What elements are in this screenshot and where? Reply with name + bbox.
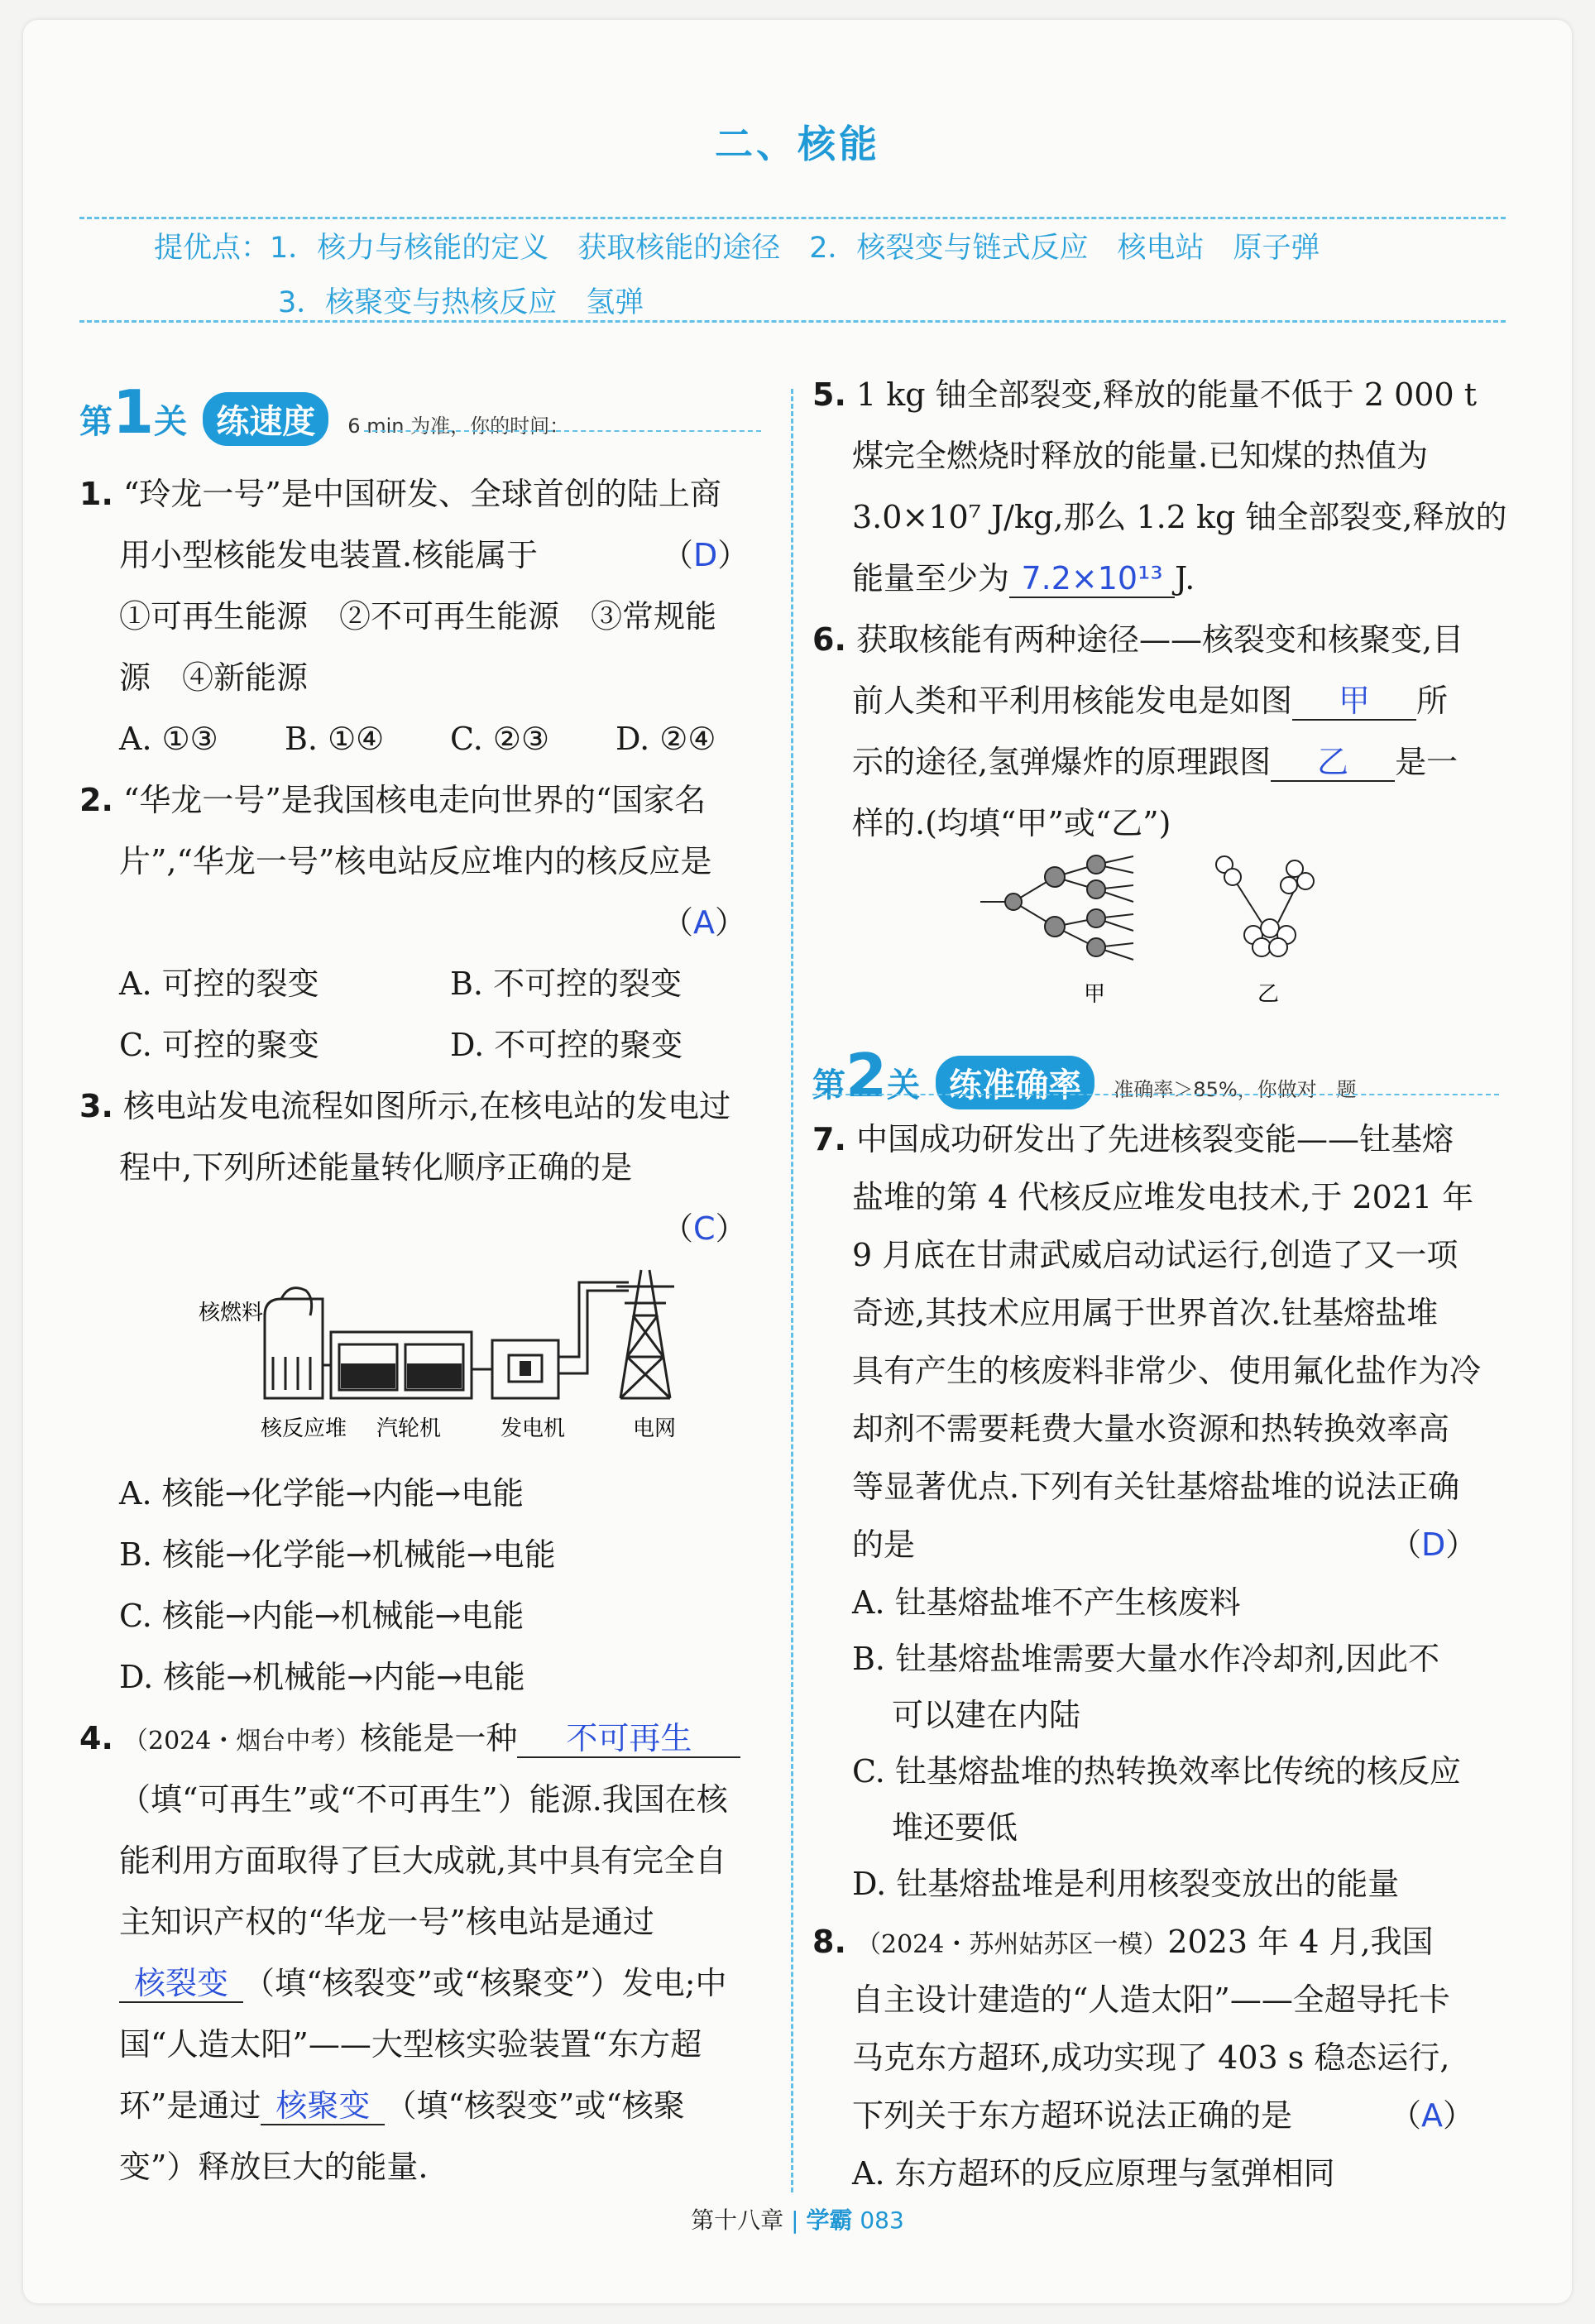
q8-source: （2024・苏州姑苏区一模） — [855, 1930, 1168, 1959]
q8-answer — [1390, 2085, 1474, 2146]
section-1-underline — [364, 430, 761, 432]
q4-line-8: 变”）释放巨大的能量. — [119, 2149, 429, 2185]
section-2-suffix: 关 — [887, 1066, 921, 1104]
q8-option-a: A. 东方超环的反应原理与氢弹相同 — [852, 2155, 1335, 2192]
q4-stem-1: 核能是一种 — [360, 1720, 518, 1756]
q7-line-2: 盐堆的第 4 代核反应堆发电技术,于 2021 年 — [852, 1179, 1474, 1215]
q6-blank-1: 甲 — [1292, 683, 1416, 721]
q4-line-5 — [119, 1953, 727, 2014]
q8-paren-close: ） — [1443, 2097, 1475, 2134]
q6-stem-3b: 是一 — [1395, 744, 1458, 780]
q7-line-7: 等显著优点.下列有关钍基熔盐堆的说法正确 — [852, 1469, 1460, 1505]
q5-stem-4b: J. — [1175, 560, 1195, 597]
q2-answer-value: A — [693, 904, 716, 941]
q5-line-2: 煤完全燃烧时释放的能量.已知煤的热值为 — [852, 438, 1429, 474]
q3-line-1 — [79, 1076, 730, 1137]
q8-line-4: 下列关于东方超环说法正确的是 — [852, 2097, 1293, 2134]
q7-answer-value: D — [1421, 1526, 1446, 1563]
q1-answer — [662, 525, 749, 586]
q2-number: 2. — [79, 782, 113, 818]
q6-number: 6. — [812, 621, 846, 658]
q7-line-5: 具有产生的核废料非常少、使用氟化盐作为冷 — [852, 1353, 1482, 1389]
q7-answer — [1390, 1514, 1477, 1575]
q4-line-6: 国“人造太阳”——大型核实验装置“东方超 — [119, 2026, 702, 2063]
section-2-header — [812, 1041, 1499, 1110]
q2-paren-open: （ — [662, 904, 694, 941]
q4-number: 4. — [79, 1720, 113, 1756]
q7-option-a: A. 钍基熔盐堆不产生核废料 — [852, 1584, 1241, 1621]
q1-line-4: 源 ④新能源 — [119, 659, 309, 696]
footer-separator: | — [791, 2207, 799, 2234]
q1-option-d: D. ②④ — [615, 721, 716, 757]
q5-stem-1: 1 kg 铀全部裂变,释放的能量不低于 2 000 t — [855, 376, 1477, 413]
q3-option-a: A. 核能→化学能→内能→电能 — [119, 1475, 524, 1512]
q1-line-3: ①可再生能源 ②不可再生能源 ③常规能 — [119, 598, 717, 635]
q4-line-1 — [79, 1708, 740, 1772]
page-footer — [0, 2202, 1595, 2235]
q2-line-2: 片”,“华龙一号”核电站反应堆内的核反应是 — [119, 843, 712, 879]
section-1-header — [79, 377, 766, 447]
q5-line-1 — [812, 364, 1477, 425]
q8-paren-open: （ — [1390, 2097, 1422, 2134]
q5-stem-4: 能量至少为 — [852, 560, 1010, 597]
fig-label-jia: 甲 — [1084, 982, 1106, 1007]
q8-line-1 — [812, 1911, 1434, 1976]
q7-option-b-2: 可以建在内陆 — [892, 1697, 1081, 1733]
q6-stem-2: 前人类和平利用核能发电是如图 — [852, 683, 1293, 719]
q1-stem-2: 用小型核能发电装置.核能属于 — [119, 537, 539, 573]
q4-blank-2: 核裂变 — [119, 1965, 243, 2003]
q7-line-1 — [812, 1109, 1454, 1170]
q4-line-2: （填“可再生”或“不可再生”）能源.我国在核 — [119, 1781, 728, 1818]
q6-stem-3: 示的途径,氢弹爆炸的原理跟图 — [852, 744, 1272, 780]
q7-stem-1: 中国成功研发出了先进核裂变能——钍基熔 — [855, 1121, 1454, 1157]
label-fuel: 核燃料 — [199, 1301, 264, 1325]
q8-stem-1: 2023 年 4 月,我国 — [1167, 1924, 1434, 1960]
section-2-number: 2 — [845, 1041, 888, 1110]
q6-fission-fusion-diagram — [976, 852, 1406, 1018]
q3-paren-open: （ — [662, 1210, 694, 1247]
q1-option-c: C. ②③ — [450, 721, 550, 757]
q3-option-b: B. 核能→化学能→机械能→电能 — [119, 1536, 556, 1573]
q4-line-3: 能利用方面取得了巨大成就,其中具有完全自 — [119, 1842, 727, 1879]
fig-label-yi: 乙 — [1257, 982, 1280, 1007]
q3-option-d: D. 核能→机械能→内能→电能 — [119, 1659, 525, 1695]
q7-option-d: D. 钍基熔盐堆是利用核裂变放出的能量 — [852, 1866, 1400, 1902]
q1-option-a: A. ①③ — [119, 721, 218, 757]
page-title: 二、核能 — [715, 122, 880, 166]
q6-line-3 — [852, 731, 1458, 793]
q7-paren-open: （ — [1390, 1526, 1422, 1563]
q2-option-d: D. 不可控的聚变 — [450, 1027, 683, 1063]
q8-line-2: 自主设计建造的“人造太阳”——全超导托卡 — [852, 1981, 1450, 2018]
q2-option-b: B. 不可控的裂变 — [450, 966, 683, 1002]
section-2-prefix: 第 — [812, 1066, 845, 1104]
section-1-note: 6 min 为准，你的时间： — [347, 414, 570, 438]
grid-tower — [616, 1270, 674, 1398]
q3-paren-close: ） — [715, 1210, 747, 1247]
tips-line-2: 3．核聚变与热核反应 氢弹 — [278, 286, 644, 319]
q6-blank-2: 乙 — [1271, 744, 1395, 782]
footer-chapter: 第十八章 — [691, 2207, 784, 2234]
section-2-badge: 练准确率 — [936, 1056, 1094, 1109]
q3-answer — [662, 1198, 747, 1259]
label-grid: 电网 — [633, 1416, 677, 1441]
q4-blank-1: 不可再生 — [517, 1720, 740, 1758]
q4-line-4: 主知识产权的“华龙一号”核电站是通过 — [119, 1904, 654, 1940]
q4-line-7 — [119, 2075, 685, 2136]
section-1-suffix: 关 — [154, 403, 188, 441]
q7-line-6: 却剂不需要耗费大量水资源和热转换效率高 — [852, 1411, 1450, 1447]
q1-paren-close: ） — [717, 537, 750, 573]
section-1-badge: 练速度 — [203, 392, 328, 446]
q7-option-c-2: 堆还要低 — [892, 1809, 1018, 1846]
q5-blank: 7.2×10¹³ — [1009, 560, 1175, 598]
q4-stem-5: （填“核裂变”或“核聚变”）发电;中 — [243, 1965, 727, 2001]
footer-brand: 学霸 — [806, 2207, 853, 2234]
q1-paren-open: （ — [662, 537, 694, 573]
section-1-number: 1 — [113, 377, 155, 447]
column-divider — [791, 389, 793, 2192]
q1-number: 1. — [79, 476, 113, 512]
q2-paren-close: ） — [715, 904, 747, 941]
q3-power-plant-diagram — [190, 1266, 703, 1456]
label-generator: 发电机 — [501, 1416, 566, 1441]
q8-line-3: 马克东方超环,成功实现了 403 s 稳态运行, — [852, 2039, 1450, 2076]
section-1-prefix: 第 — [79, 403, 113, 441]
q1-option-b: B. ①④ — [285, 721, 385, 757]
q7-option-c-1: C. 钍基熔盐堆的热转换效率比传统的核反应 — [852, 1753, 1461, 1790]
q4-source: （2024・烟台中考） — [122, 1727, 361, 1756]
section-2-underline — [812, 1094, 1499, 1095]
q8-answer-value: A — [1421, 2097, 1444, 2134]
q3-number: 3. — [79, 1088, 113, 1124]
q3-line-2: 程中,下列所述能量转化顺序正确的是 — [119, 1149, 633, 1186]
q7-paren-close: ） — [1445, 1526, 1478, 1563]
q5-number: 5. — [812, 376, 846, 413]
q6-line-4: 样的.(均填“甲”或“乙”) — [852, 805, 1171, 841]
reactor-top — [281, 1288, 312, 1315]
q6-stem-1: 获取核能有两种途径——核裂变和核聚变,目 — [855, 621, 1464, 658]
q7-option-b-1: B. 钍基熔盐堆需要大量水作冷却剂,因此不 — [852, 1641, 1440, 1677]
q3-answer-value: C — [693, 1210, 716, 1247]
q2-stem-1: “华龙一号”是我国核电走向世界的“国家名 — [122, 782, 706, 818]
q4-blank-3: 核聚变 — [261, 2087, 385, 2125]
q7-line-3: 9 月底在甘肃武威启动试运行,创造了又一项 — [852, 1237, 1458, 1273]
q1-line-1 — [79, 463, 721, 525]
q3-stem-1: 核电站发电流程如图所示,在核电站的发电过 — [122, 1088, 731, 1124]
q2-answer — [662, 892, 746, 953]
q1-line-2 — [119, 525, 538, 586]
q8-number: 8. — [812, 1924, 846, 1960]
q6-line-2 — [852, 670, 1448, 731]
q4-stem-7b: （填“核裂变”或“核聚 — [385, 2087, 685, 2124]
section-2-note: 准确率＞85%，你做对 题 — [1114, 1078, 1357, 1101]
q5-line-3: 3.0×10⁷ J/kg,那么 1.2 kg 铀全部裂变,释放的 — [852, 499, 1507, 535]
tips-line-1: 提优点：1．核力与核能的定义 获取核能的途径 2．核裂变与链式反应 核电站 原子弹 — [154, 232, 1320, 265]
q2-option-c: C. 可控的聚变 — [119, 1027, 319, 1063]
q7-line-8: 的是 — [852, 1526, 916, 1563]
q3-option-c: C. 核能→内能→机械能→电能 — [119, 1598, 524, 1634]
q4-stem-7: 环”是通过 — [119, 2087, 261, 2124]
q7-line-4: 奇迹,其技术应用属于世界首次.钍基熔盐堆 — [852, 1295, 1439, 1331]
q6-line-1 — [812, 609, 1463, 670]
q1-stem-1: “玲龙一号”是中国研发、全球首创的陆上商 — [122, 476, 721, 512]
q6-stem-2b: 所 — [1416, 683, 1449, 719]
footer-page-number: 083 — [860, 2207, 904, 2234]
q5-line-4 — [852, 548, 1195, 609]
q1-answer-value: D — [693, 537, 718, 573]
label-turbine: 汽轮机 — [376, 1416, 442, 1441]
q2-option-a: A. 可控的裂变 — [119, 966, 319, 1002]
label-reactor: 核反应堆 — [261, 1416, 347, 1441]
q2-line-1 — [79, 769, 706, 831]
q7-number: 7. — [812, 1121, 846, 1157]
